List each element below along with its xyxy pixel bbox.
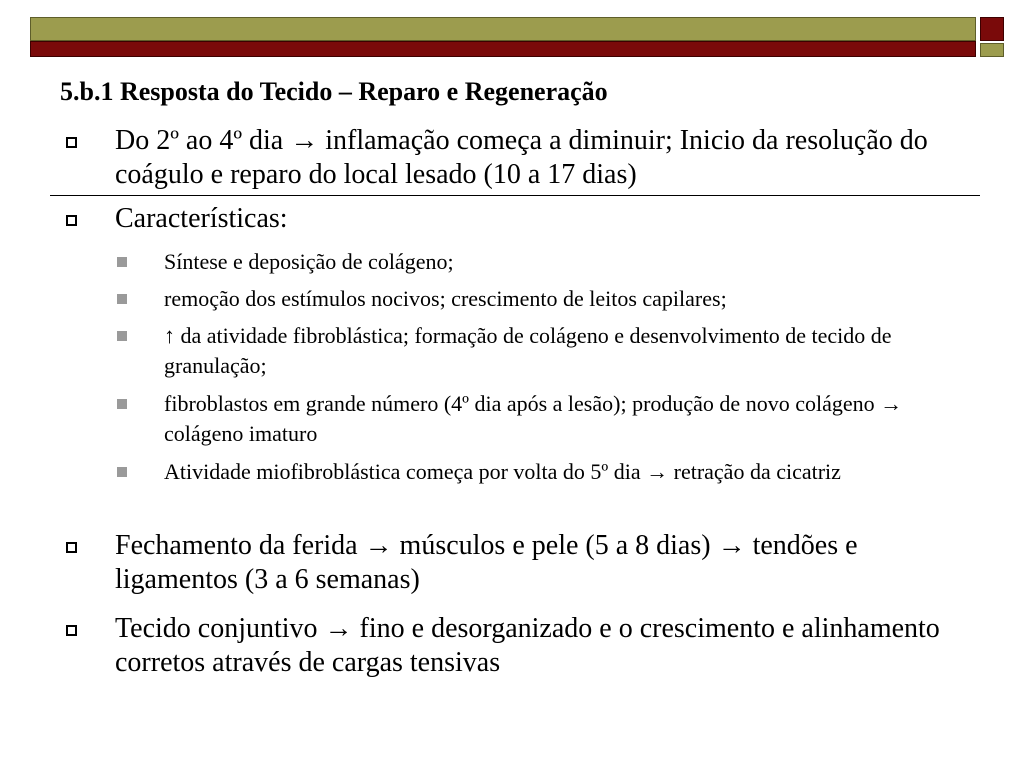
bullet-item: Do 2º ao 4º dia → inflamação começa a diminuir; Inicio da resolução do coágulo e reparo do local lesado (10 a 17 dias): [115, 125, 928, 190]
hollow-square-bullet-icon: [66, 137, 77, 148]
header-bar-olive: [30, 17, 976, 41]
hollow-square-bullet-icon: [66, 542, 77, 553]
bullet-item: Fechamento da ferida → músculos e pele (5 a 8 dias) → tendões e ligamentos (3 a 6 semanas): [115, 530, 858, 595]
hollow-square-bullet-icon: [66, 625, 77, 636]
filled-square-bullet-icon: [117, 257, 127, 267]
bullet-item: Tecido conjuntivo → fino e desorganizado e o crescimento e alinhamento corretos através de cargas tensivas: [115, 613, 940, 678]
filled-square-bullet-icon: [117, 331, 127, 341]
header-square-olive: [980, 43, 1004, 57]
sub-bullet-item: Síntese e deposição de colágeno;: [164, 249, 454, 274]
hollow-square-bullet-icon: [66, 215, 77, 226]
filled-square-bullet-icon: [117, 467, 127, 477]
header-bar-red: [30, 41, 976, 57]
filled-square-bullet-icon: [117, 399, 127, 409]
sub-bullet-item: Atividade miofibroblástica começa por volta do 5º dia → retração da cicatriz: [164, 459, 841, 484]
sub-bullet-item: fibroblastos em grande número (4º dia após a lesão); produção de novo colágeno → colágeno imaturo: [164, 391, 903, 446]
bullet-item: Características:: [115, 203, 288, 234]
sub-bullet-item: remoção dos estímulos nocivos; crescimento de leitos capilares;: [164, 286, 727, 311]
slide-title: 5.b.1 Resposta do Tecido – Reparo e Regeneração: [60, 77, 608, 106]
header-square-red: [980, 17, 1004, 41]
sub-bullet-item: ↑ da atividade fibroblástica; formação de colágeno e desenvolvimento de tecido de granulação;: [164, 323, 892, 378]
filled-square-bullet-icon: [117, 294, 127, 304]
divider-line: [50, 195, 980, 196]
